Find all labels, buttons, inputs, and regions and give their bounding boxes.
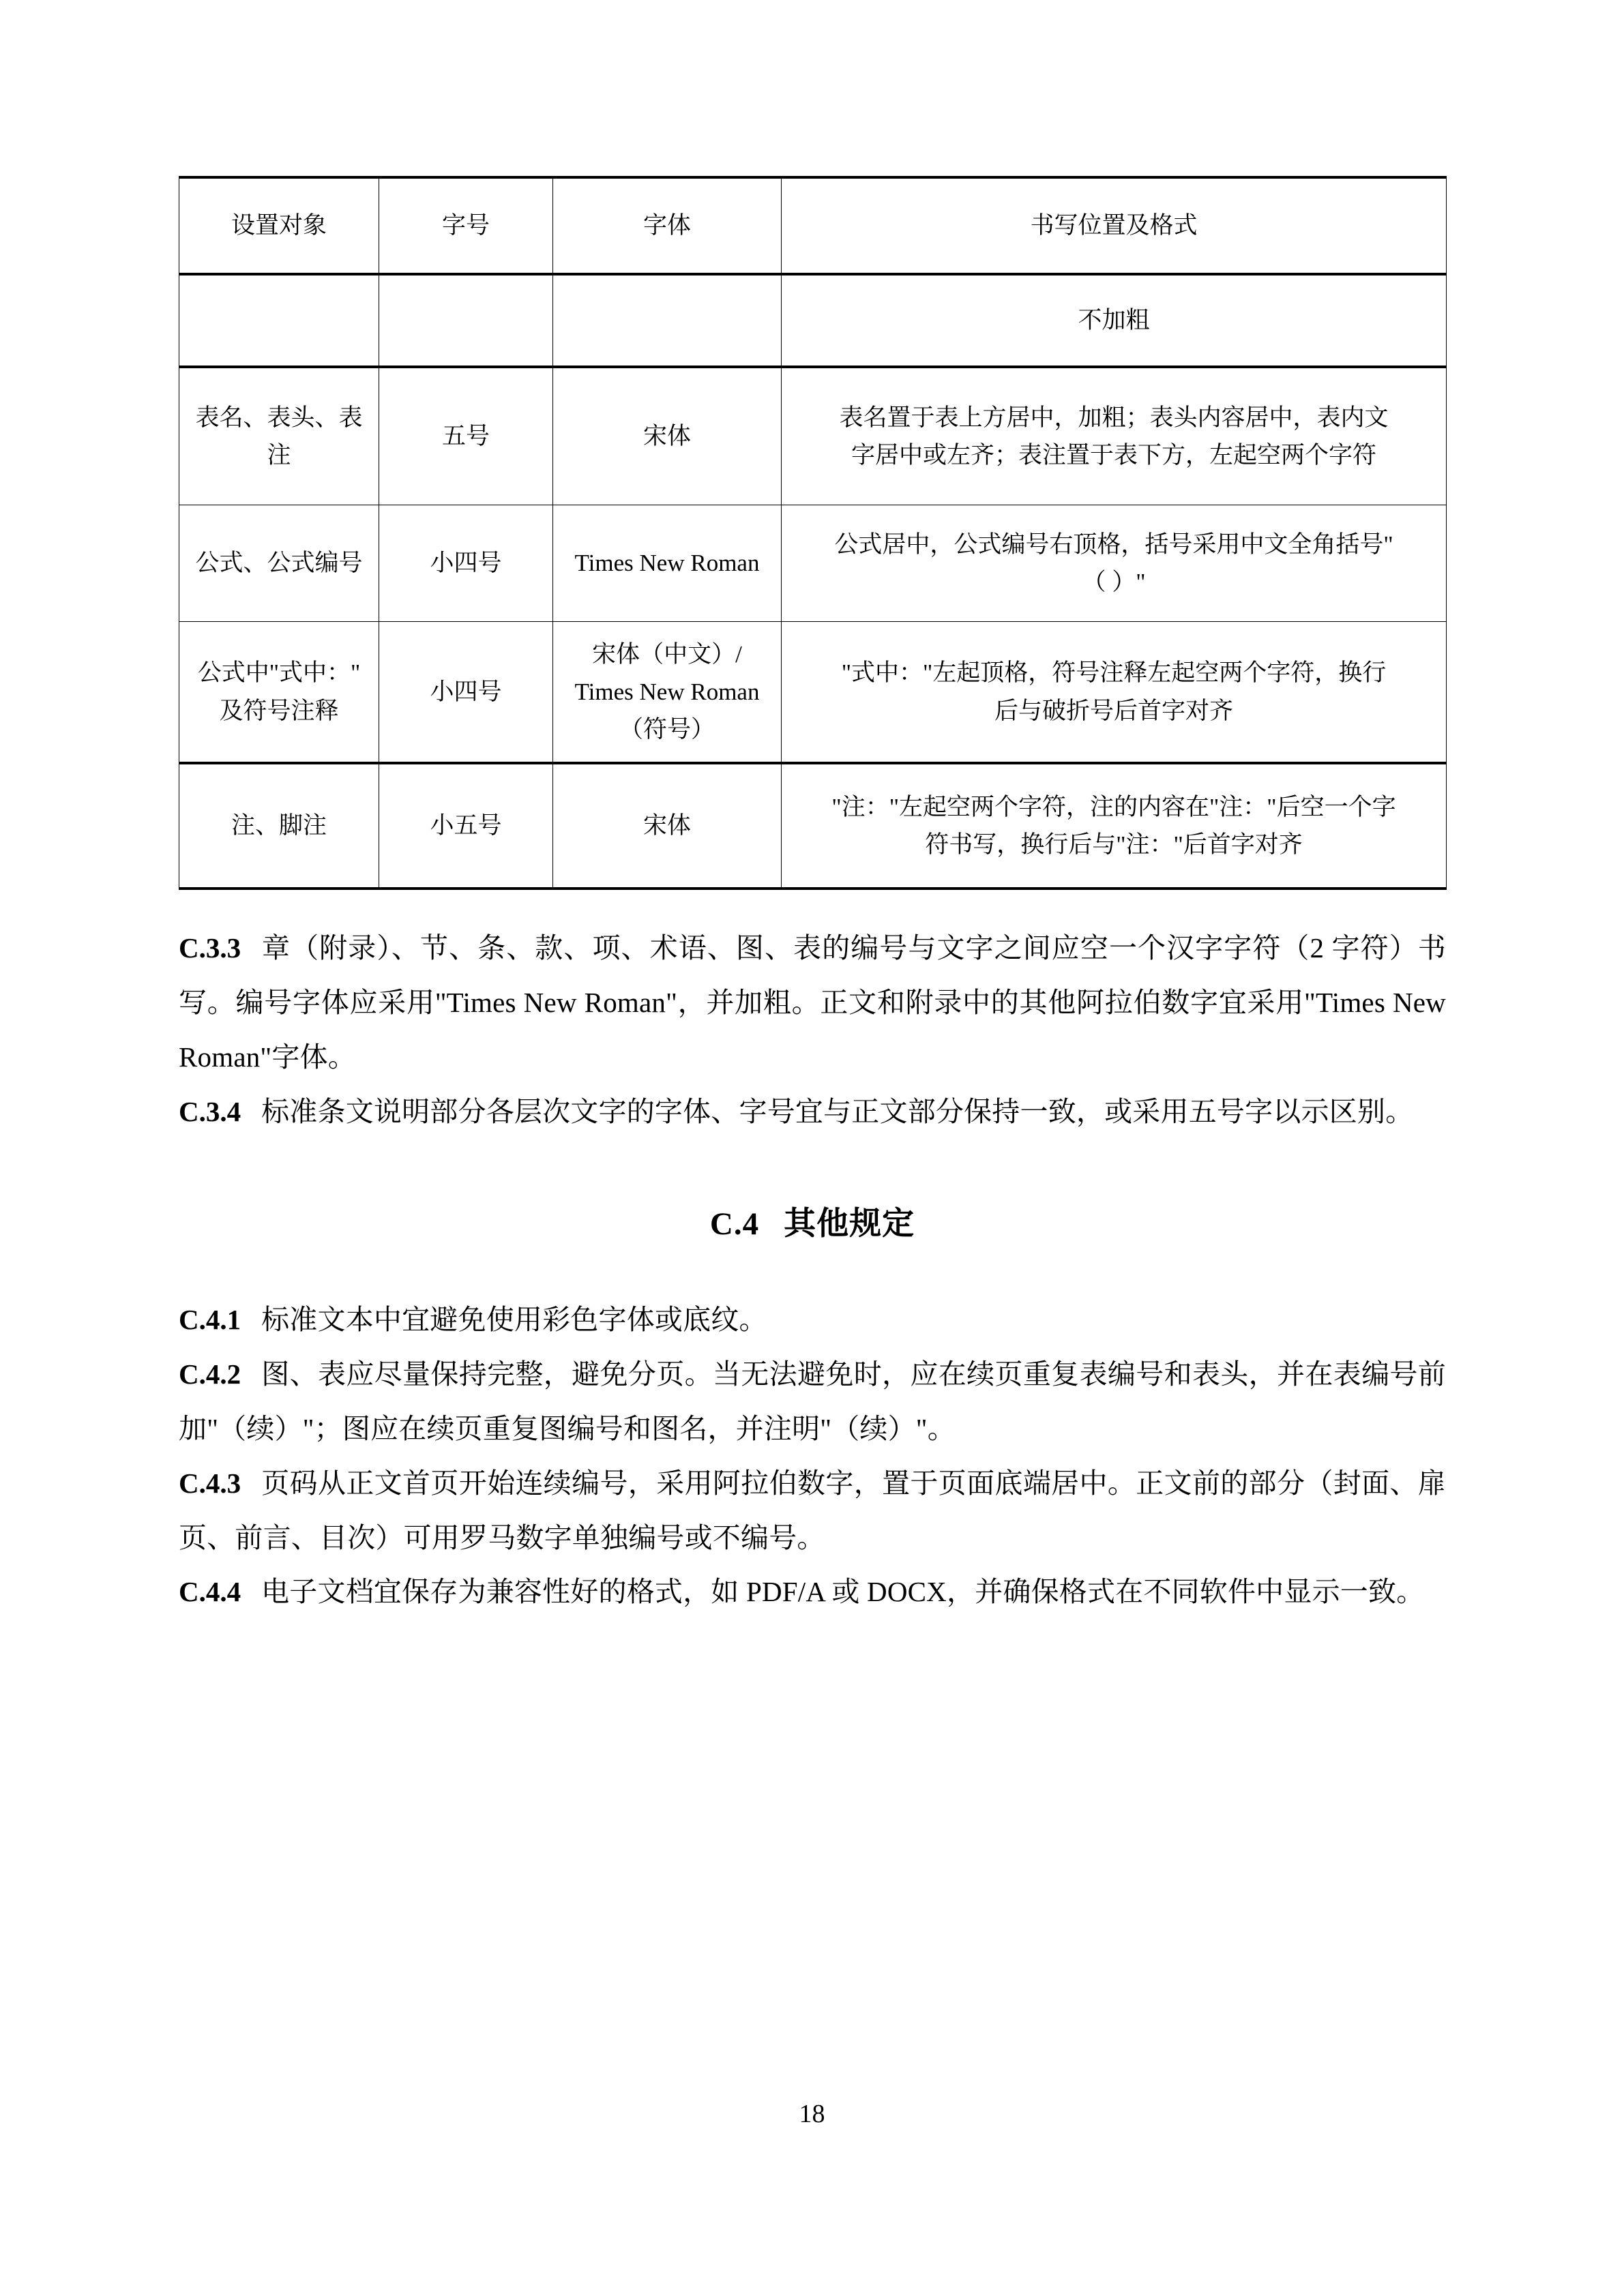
paragraph-c41 (179, 1293, 1446, 1347)
cell-size: 小四号 (379, 622, 553, 764)
cell-size: 五号 (379, 367, 553, 505)
cell-size: 小五号 (379, 763, 553, 889)
paragraph-c43 (179, 1457, 1446, 1566)
section-heading-c4 (179, 1198, 1446, 1244)
cell-font (553, 622, 782, 764)
cell-object: 公式、公式编号 (179, 505, 379, 622)
cell-font: Times New Roman (553, 505, 782, 622)
cell-font (553, 274, 782, 367)
cell-object-line: 表名、表头、表 (195, 404, 363, 431)
table-header-cell-format: 书写位置及格式 (782, 177, 1447, 274)
cell-object: 注、脚注 (179, 763, 379, 889)
cell-format (782, 763, 1447, 889)
section-heading-number: C.4 (709, 1206, 760, 1242)
table-row (179, 367, 1447, 505)
spacer (179, 1244, 1446, 1293)
cell-font-line: 宋体（中文）/ (592, 640, 742, 668)
paragraph-number: C.3.4 (179, 1095, 241, 1127)
table-row (179, 622, 1447, 764)
paragraph-number: C.4.2 (179, 1358, 241, 1390)
cell-object (179, 274, 379, 367)
spacer (179, 890, 1446, 921)
cell-font: 宋体 (553, 367, 782, 505)
cell-size: 小四号 (379, 505, 553, 622)
table-header-row (179, 177, 1447, 274)
page-content (179, 176, 1446, 1620)
cell-format (782, 367, 1447, 505)
cell-font: 宋体 (553, 763, 782, 889)
cell-format-line: 不加粗 (1078, 307, 1150, 334)
cell-format (782, 274, 1447, 367)
formatting-spec-table (179, 176, 1447, 890)
cell-format-line: 字居中或左齐；表注置于表下方，左起空两个字符 (851, 442, 1376, 468)
cell-size (379, 274, 553, 367)
cell-format-line: 后与破折号后首字对齐 (994, 697, 1233, 724)
spacer (179, 1139, 1446, 1198)
cell-format (782, 505, 1447, 622)
paragraph-text: 图、表应尽量保持完整，避免分页。当无法避免时，应在续页重复表编号和表头，并在表编号前加"（续）"；图应在续页重复图编号和图名，并注明"（续）"。 (179, 1358, 1446, 1444)
paragraph-c42 (179, 1347, 1446, 1457)
cell-object-line: 注 (267, 442, 291, 468)
table-header-cell-object: 设置对象 (179, 177, 379, 274)
cell-object-line: 公式中"式中：" (197, 659, 361, 687)
cell-format-line: "注："左起空两个字符，注的内容在"注："后空一个字 (831, 793, 1396, 820)
cell-format-line: （ ）" (1082, 569, 1146, 595)
paragraph-c44 (179, 1565, 1446, 1620)
cell-font-line: （符号） (619, 716, 715, 743)
table-row (179, 274, 1447, 367)
paragraph-text: 电子文档宜保存为兼容性好的格式，如 PDF/A 或 DOCX，并确保格式在不同软件中显示一致。 (261, 1576, 1425, 1608)
paragraph-number: C.4.3 (179, 1467, 241, 1499)
paragraph-text: 标准文本中宜避免使用彩色字体或底纹。 (261, 1303, 767, 1335)
page-number: 18 (799, 2100, 825, 2128)
cell-object (179, 367, 379, 505)
section-heading-title: 其他规定 (784, 1206, 915, 1242)
cell-format-line: 符书写，换行后与"注："后首字对齐 (925, 831, 1303, 858)
paragraph-text: 标准条文说明部分各层次文字的字体、字号宜与正文部分保持一致，或采用五号字以示区别。 (261, 1095, 1414, 1127)
cell-format-line: 公式居中，公式编号右顶格，括号采用中文全角括号" (834, 531, 1393, 558)
paragraph-c34 (179, 1085, 1446, 1139)
paragraph-c33 (179, 921, 1446, 1085)
table-header-cell-font: 字体 (553, 177, 782, 274)
paragraph-number: C.4.4 (179, 1576, 241, 1608)
paragraph-text: 页码从正文首页开始连续编号，采用阿拉伯数字，置于页面底端居中。正文前的部分（封面、扉页、前言、目次）可用罗马数字单独编号或不编号。 (179, 1467, 1446, 1553)
table-header-cell-size: 字号 (379, 177, 553, 274)
paragraph-text: 章（附录）、节、条、款、项、术语、图、表的编号与文字之间应空一个汉字字符（2 字符）书写。编号字体应采用"Times New Roman"，并加粗。正文和附录中的其他阿拉伯数字宜采用"Times New Roman"字体。 (179, 932, 1446, 1073)
cell-format-line: 表名置于表上方居中，加粗；表头内容居中，表内文 (839, 404, 1389, 431)
table-row (179, 763, 1447, 889)
paragraph-number: C.4.1 (179, 1303, 241, 1335)
cell-format-line: "式中："左起顶格，符号注释左起空两个字符，换行 (841, 659, 1387, 687)
paragraph-number: C.3.3 (179, 932, 241, 964)
cell-format (782, 622, 1447, 764)
cell-font-line: Times New Roman (574, 678, 760, 705)
cell-object (179, 622, 379, 764)
cell-object-line: 及符号注释 (219, 697, 339, 724)
table-row (179, 505, 1447, 622)
